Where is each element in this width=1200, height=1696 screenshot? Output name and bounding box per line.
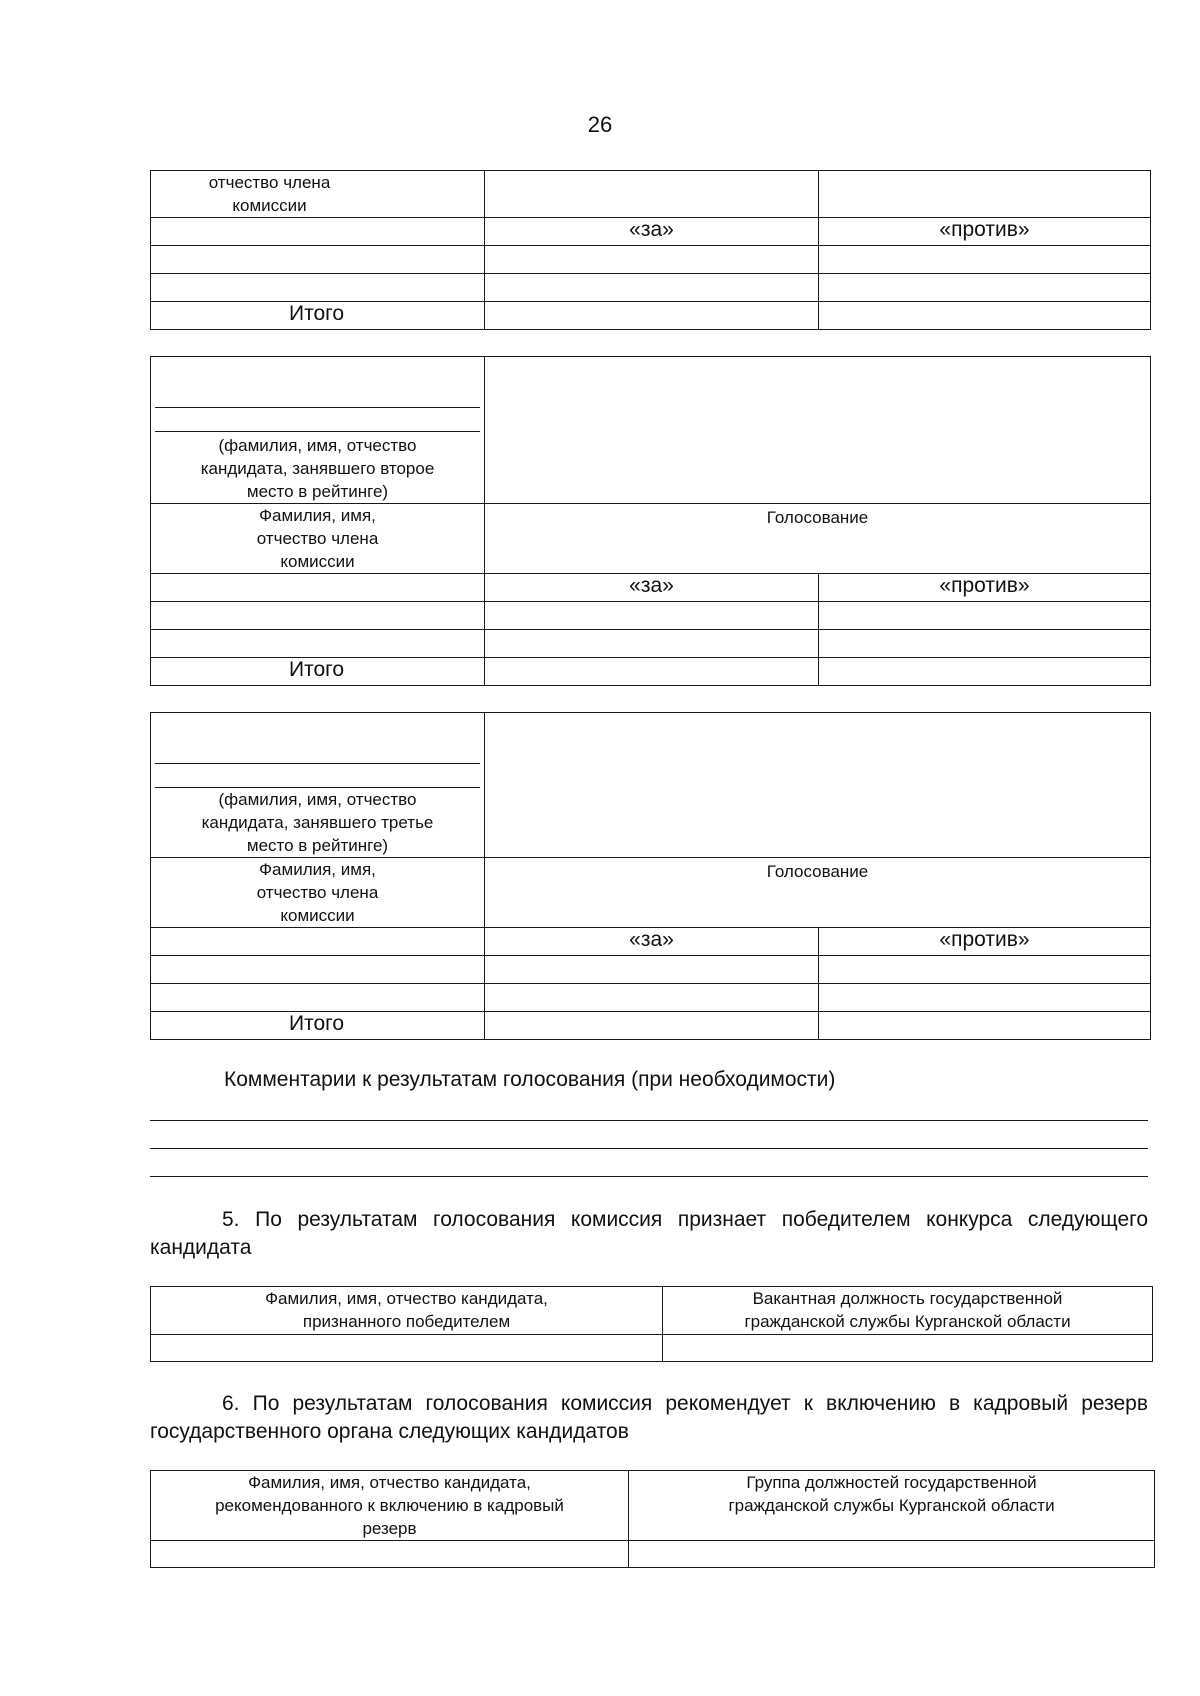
table-cell [485, 1012, 819, 1040]
table-cell [485, 630, 819, 658]
total-label: Итого [151, 658, 485, 686]
table-cell [629, 1541, 1155, 1568]
candidate-caption: (фамилия, имя, отчество кандидата, занявшего третье место в рейтинге) [201, 790, 434, 855]
table-cell [151, 1335, 663, 1362]
empty-cell [485, 713, 1151, 858]
winner-name-header: Фамилия, имя, отчество кандидата, признанного победителем [151, 1287, 663, 1335]
table-cell [151, 274, 485, 302]
empty-cell [485, 357, 1151, 504]
table-cell [663, 1335, 1153, 1362]
member-name-header: Фамилия, имя, отчество члена комиссии [151, 858, 485, 928]
total-label: Итого [151, 302, 485, 330]
table-cell [819, 956, 1151, 984]
table-cell [819, 1012, 1151, 1040]
table-cell [819, 246, 1151, 274]
reserve-table [150, 1470, 1155, 1568]
section-5-sentence: 5. По результатам голосования комиссия признает победителем конкурса следующего кандидата [150, 1208, 1148, 1259]
table-cell [819, 658, 1151, 686]
winner-table [150, 1286, 1153, 1362]
vote-for-header: «за» [485, 574, 819, 602]
empty-cell [151, 928, 485, 956]
voting-header: Голосование [485, 504, 1151, 574]
vote-against-header: «против» [819, 218, 1151, 246]
table-cell [485, 246, 819, 274]
vote-for-header: «за» [485, 928, 819, 956]
table-cell [151, 984, 485, 1012]
vote-against-header: «против» [819, 928, 1151, 956]
table-cell [819, 602, 1151, 630]
candidate-name-cell [151, 357, 485, 504]
voting-table-second [150, 356, 1151, 686]
candidate-caption: (фамилия, имя, отчество кандидата, занявшего второе место в рейтинге) [200, 436, 435, 501]
empty-cell [819, 171, 1151, 218]
comment-line [150, 1120, 1148, 1121]
table-cell [819, 302, 1151, 330]
vacant-position-header: Вакантная должность государственной гражданской службы Курганской области [663, 1287, 1153, 1335]
position-group-header: Группа должностей государственной гражданской службы Курганской области [629, 1471, 1155, 1541]
total-label: Итого [151, 1012, 485, 1040]
candidate-name-blank-line [155, 763, 480, 764]
voting-table-first [150, 170, 1151, 330]
table-cell [485, 984, 819, 1012]
page-number: 26 [587, 112, 613, 137]
section-5-text [150, 1206, 1148, 1262]
comments-title: Комментарии к результатам голосования (при необходимости) [224, 1068, 836, 1091]
empty-cell [151, 218, 485, 246]
table-cell [819, 274, 1151, 302]
section-6-sentence: 6. По результатам голосования комиссия рекомендует к включению в кадровый резерв государственного органа следующих кандидатов [150, 1392, 1148, 1443]
table-cell [485, 658, 819, 686]
voting-table-third [150, 712, 1151, 1040]
candidate-name-blank-line [155, 407, 480, 408]
member-name-header: отчество члена комиссии [151, 171, 485, 218]
vote-for-header: «за» [485, 218, 819, 246]
table-cell [485, 602, 819, 630]
voting-header: Голосование [485, 858, 1151, 928]
vote-against-header: «против» [819, 574, 1151, 602]
table-cell [485, 956, 819, 984]
table-cell [819, 984, 1151, 1012]
table-cell [151, 246, 485, 274]
table-cell [485, 274, 819, 302]
comment-line [150, 1148, 1148, 1149]
member-name-header: Фамилия, имя, отчество члена комиссии [151, 504, 485, 574]
empty-cell [151, 574, 485, 602]
empty-cell [485, 171, 819, 218]
candidate-name-blank-line [155, 431, 480, 432]
table-cell [151, 602, 485, 630]
table-cell [485, 302, 819, 330]
reserve-candidate-header: Фамилия, имя, отчество кандидата, рекомендованного к включению в кадровый резерв [151, 1471, 629, 1541]
section-6-text [150, 1390, 1148, 1446]
candidate-name-cell [151, 713, 485, 858]
table-cell [151, 630, 485, 658]
table-cell [819, 630, 1151, 658]
comment-line [150, 1176, 1148, 1177]
table-cell [151, 956, 485, 984]
table-cell [151, 1541, 629, 1568]
